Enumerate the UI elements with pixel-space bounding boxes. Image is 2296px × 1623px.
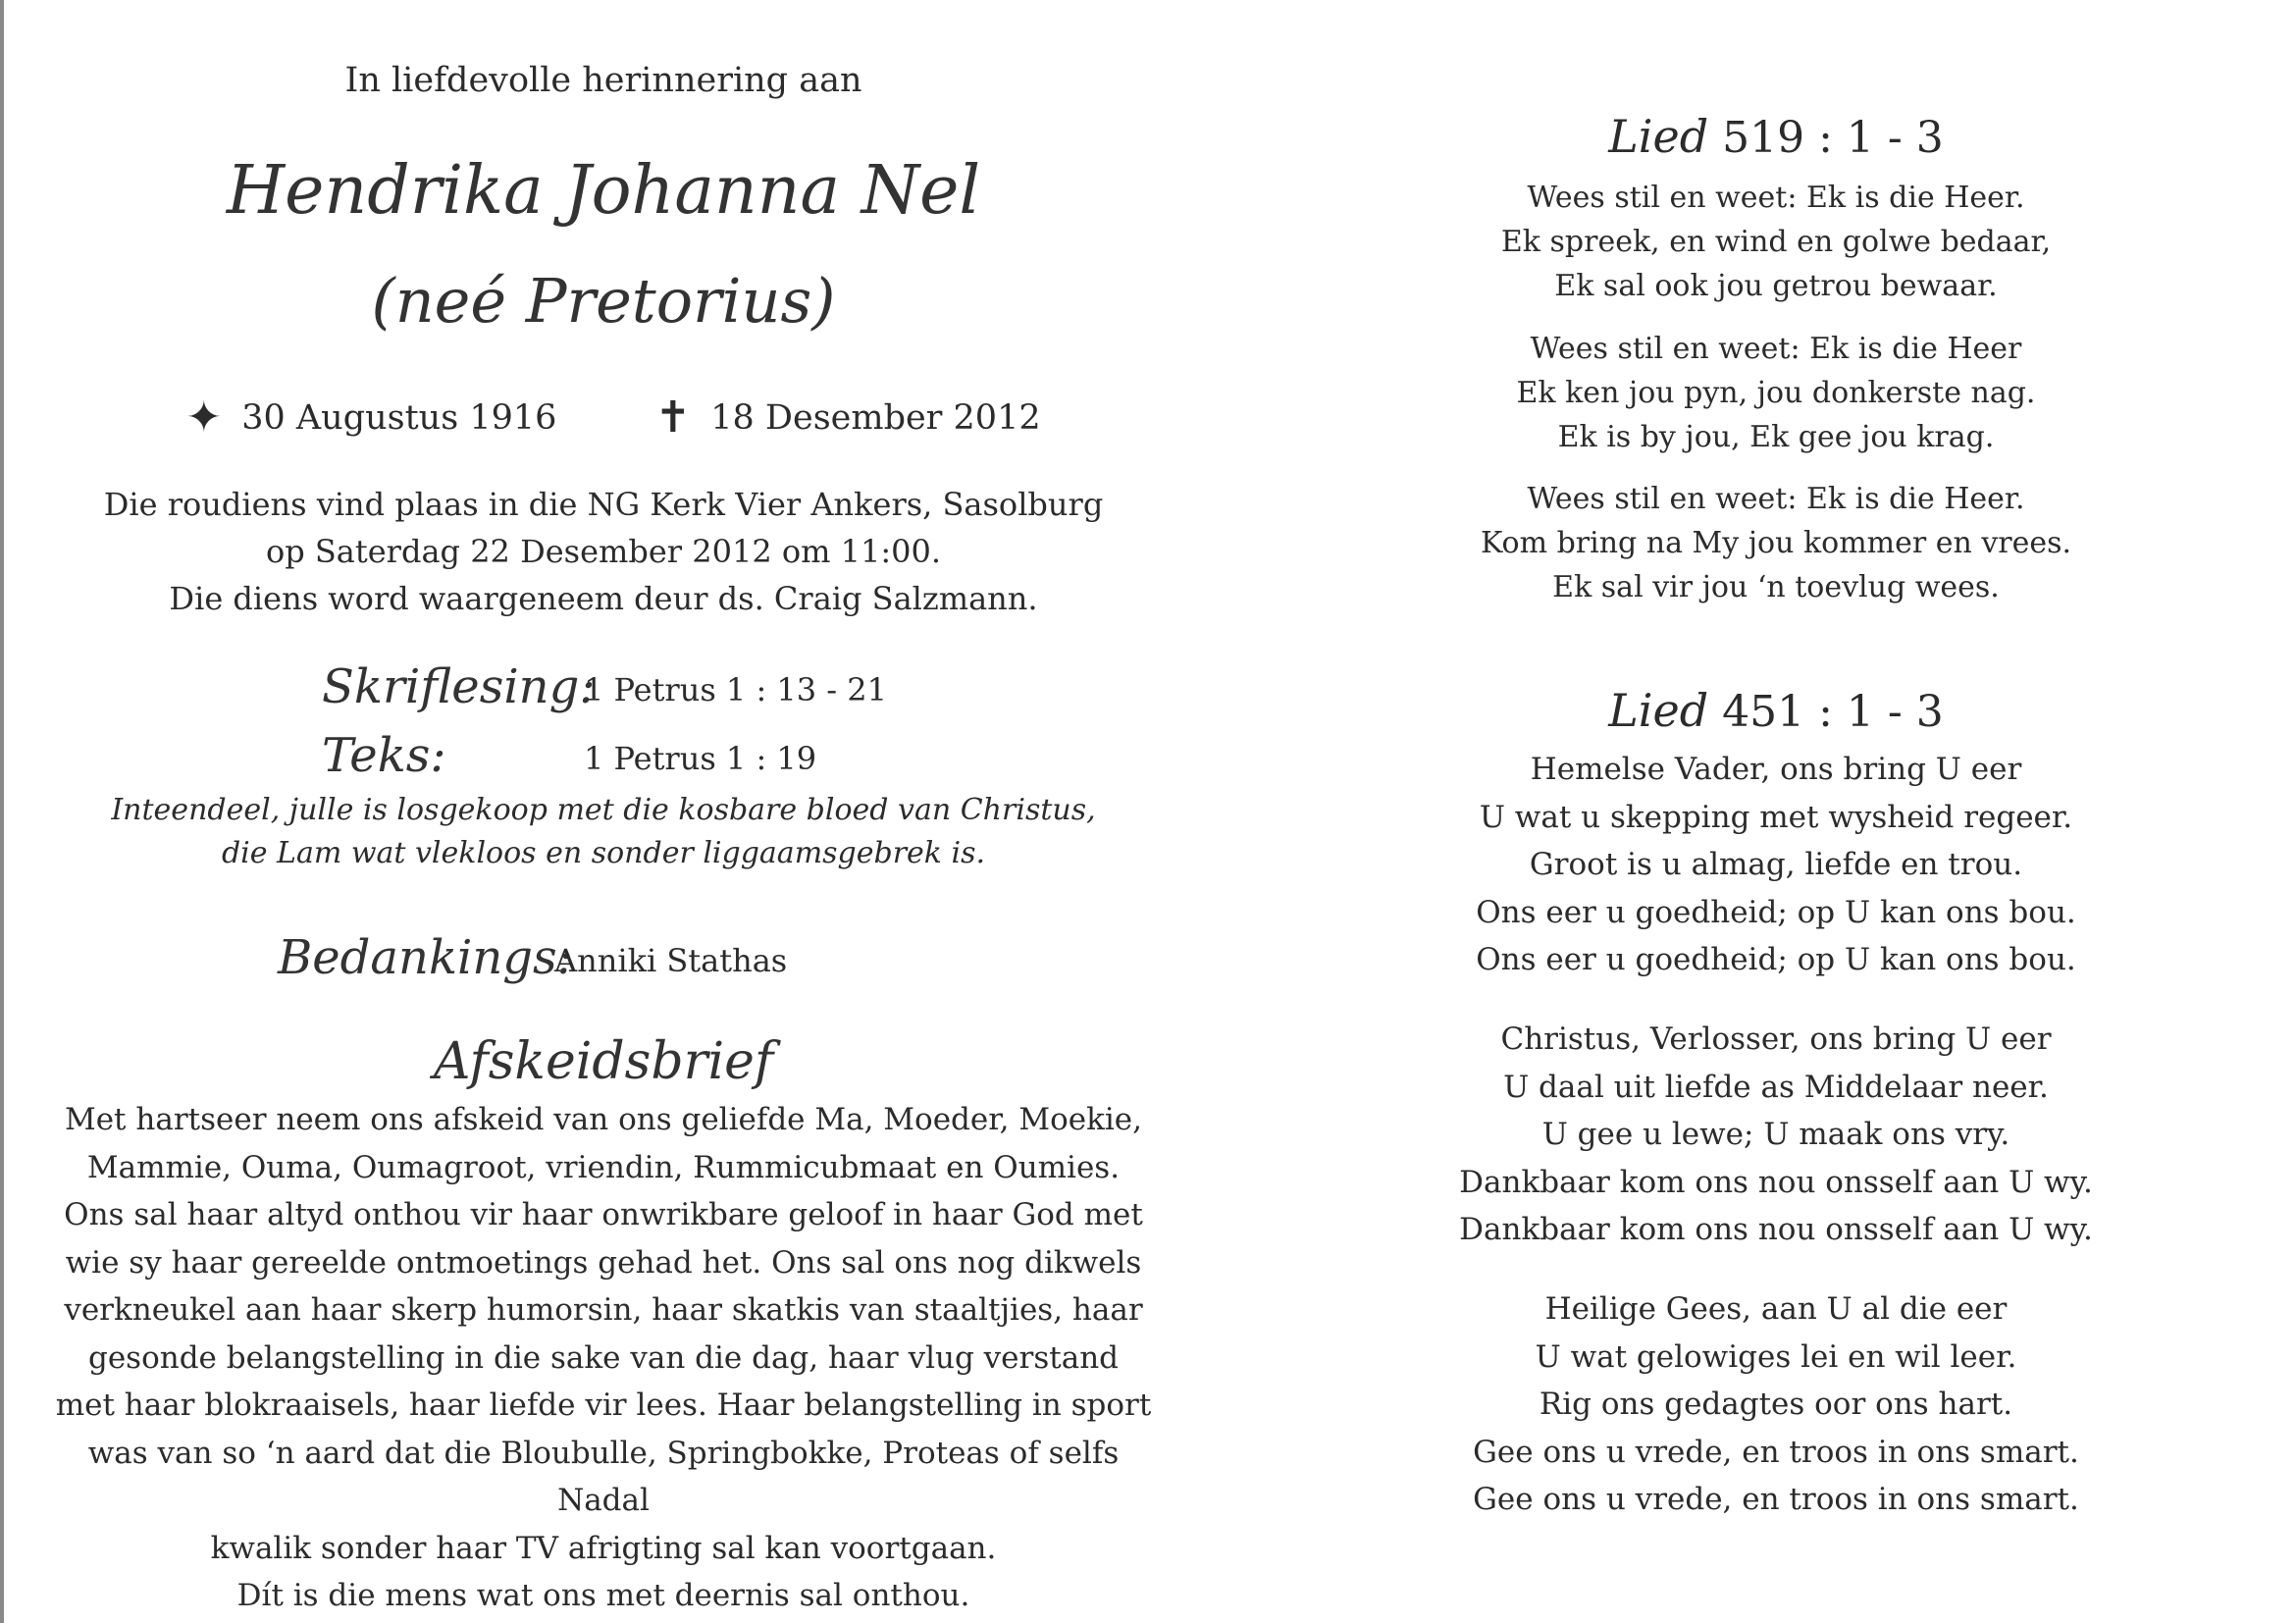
song-stanza — [1393, 1016, 2159, 1254]
song-line: Heilige Gees, aan U al die eer — [1544, 1291, 2008, 1327]
farewell-line: kwalik sonder haar TV afrigting sal kan voortgaan. — [210, 1530, 997, 1566]
song-line: Ons eer u goedheid; op U kan ons bou. — [1476, 894, 2076, 930]
farewell-line: was van so ‘n aard dat die Bloubulle, Springbokke, Proteas of selfs Nadal — [87, 1435, 1120, 1518]
service-line: Die roudiens vind plaas in die NG Kerk Vier Ankers, Sasolburg — [103, 486, 1104, 523]
deceased-name: Hendrika Johanna Nel — [226, 152, 981, 230]
farewell-line: gesonde belangstelling in die sake van die dag, haar vlug verstand — [87, 1339, 1120, 1376]
song-number: 519 : 1 - 3 — [1722, 113, 1944, 163]
song-line: Hemelse Vader, ons bring U eer — [1530, 752, 2022, 787]
verse-line: die Lam wat vlekloos en sonder liggaamsgebrek is. — [221, 836, 986, 870]
farewell-line: Ons sal haar altyd onthou vir haar onwrikbare geloof in haar God met — [64, 1197, 1143, 1232]
song-lied-word: Lied — [1608, 684, 1709, 737]
song-line: Gee ons u vrede, en troos in ons smart. — [1473, 1482, 2079, 1517]
farewell-line: Met hartseer neem ons afskeid van ons geliefde Ma, Moeder, Moekie, — [64, 1102, 1143, 1137]
farewell-title: Afskeidsbrief — [433, 1032, 774, 1091]
song-lied-word: Lied — [1608, 110, 1709, 163]
farewell-line: met haar blokraaisels, haar liefde vir lees. Haar belangstelling in sport — [55, 1387, 1152, 1423]
service-line: op Saterdag 22 Desember 2012 om 11:00. — [265, 533, 942, 570]
farewell-line: Mammie, Ouma, Oumagroot, vriendin, Rummicubmaat en Oumies. — [86, 1149, 1121, 1185]
intro-text: In liefdevolle herinnering aan — [344, 61, 862, 100]
birth-date: 30 Augustus 1916 — [241, 398, 557, 438]
song-line: U wat gelowiges lei en wil leer. — [1535, 1338, 2017, 1375]
song-line: Christus, Verlosser, ons bring U eer — [1500, 1021, 2052, 1057]
farewell-line: Dít is die mens wat ons met deernis sal onthou. — [236, 1578, 970, 1613]
farewell-line: verkneukel aan haar skerp humorsin, haar skatkis van staaltjies, haar — [64, 1292, 1143, 1328]
song-line: Ons eer u goedheid; op U kan ons bou. — [1476, 942, 2076, 977]
song-line: Wees stil en weet: Ek is die Heer. — [1527, 482, 2025, 516]
song-line: Wees stil en weet: Ek is die Heer — [1530, 332, 2022, 366]
farewell-line: wie sy haar gereelde ontmoetings gehad het. Ons sal ons nog dikwels — [65, 1244, 1142, 1281]
teks-label: Teks: — [322, 728, 446, 783]
verse-line: Inteendeel, julle is losgekoop met die kosbare bloed van Christus, — [111, 793, 1096, 827]
song-title — [1393, 684, 2159, 737]
song-line: Ek ken jou pyn, jou donkerste nag. — [1516, 376, 2036, 410]
service-line: Die diens word waargeneem deur ds. Craig Salzmann. — [169, 580, 1038, 617]
cross-icon: ✝ — [654, 393, 692, 443]
bedankings-value: Anniki Stathas — [554, 942, 788, 979]
song-line: U daal uit liefde as Middelaar neer. — [1503, 1069, 2049, 1105]
song-line: Gee ons u vrede, en troos in ons smart. — [1473, 1434, 2079, 1470]
song-line: Ek sal vir jou ‘n toevlug wees. — [1552, 570, 2000, 604]
scan-edge — [0, 0, 4, 1623]
farewell-letter — [39, 1096, 1168, 1620]
song-line: Kom bring na My jou kommer en vrees. — [1480, 526, 2072, 560]
service-details — [39, 481, 1168, 622]
song-stanza — [1393, 327, 2159, 459]
song-number: 451 : 1 - 3 — [1722, 687, 1944, 737]
song-line: Rig ons gedagtes oor ons hart. — [1539, 1387, 2013, 1422]
song-stanza — [1393, 746, 2159, 984]
song-line: U gee u lewe; U maak ons vry. — [1541, 1117, 2010, 1152]
bedankings-label: Bedankings: — [278, 930, 573, 985]
skriflesing-value: 1 Petrus 1 : 13 - 21 — [584, 671, 887, 708]
skriflesing-label: Skriflesing: — [322, 659, 596, 714]
song-line: Ek is by jou, Ek gee jou krag. — [1557, 420, 1995, 454]
teks-value: 1 Petrus 1 : 19 — [584, 740, 817, 777]
dates-row — [39, 393, 1168, 443]
death-date: 18 Desember 2012 — [710, 398, 1041, 438]
song-stanza — [1393, 176, 2159, 308]
song-line: Dankbaar kom ons nou onsself aan U wy. — [1459, 1212, 2093, 1247]
song-line: Ek spreek, en wind en golwe bedaar, — [1500, 225, 2052, 259]
song-title — [1393, 110, 2159, 163]
maiden-name: (neé Pretorius) — [371, 265, 836, 337]
scripture-verse — [39, 789, 1168, 875]
song-line: Ek sal ook jou getrou bewaar. — [1554, 269, 1998, 303]
song-line: Groot is u almag, liefde en trou. — [1529, 847, 2023, 882]
star-icon: ✦ — [185, 393, 223, 443]
song-stanza — [1393, 477, 2159, 609]
song-line: Dankbaar kom ons nou onsself aan U wy. — [1459, 1164, 2093, 1200]
song-line: Wees stil en weet: Ek is die Heer. — [1527, 181, 2025, 215]
song-stanza — [1393, 1285, 2159, 1524]
song-line: U wat u skepping met wysheid regeer. — [1479, 799, 2073, 835]
